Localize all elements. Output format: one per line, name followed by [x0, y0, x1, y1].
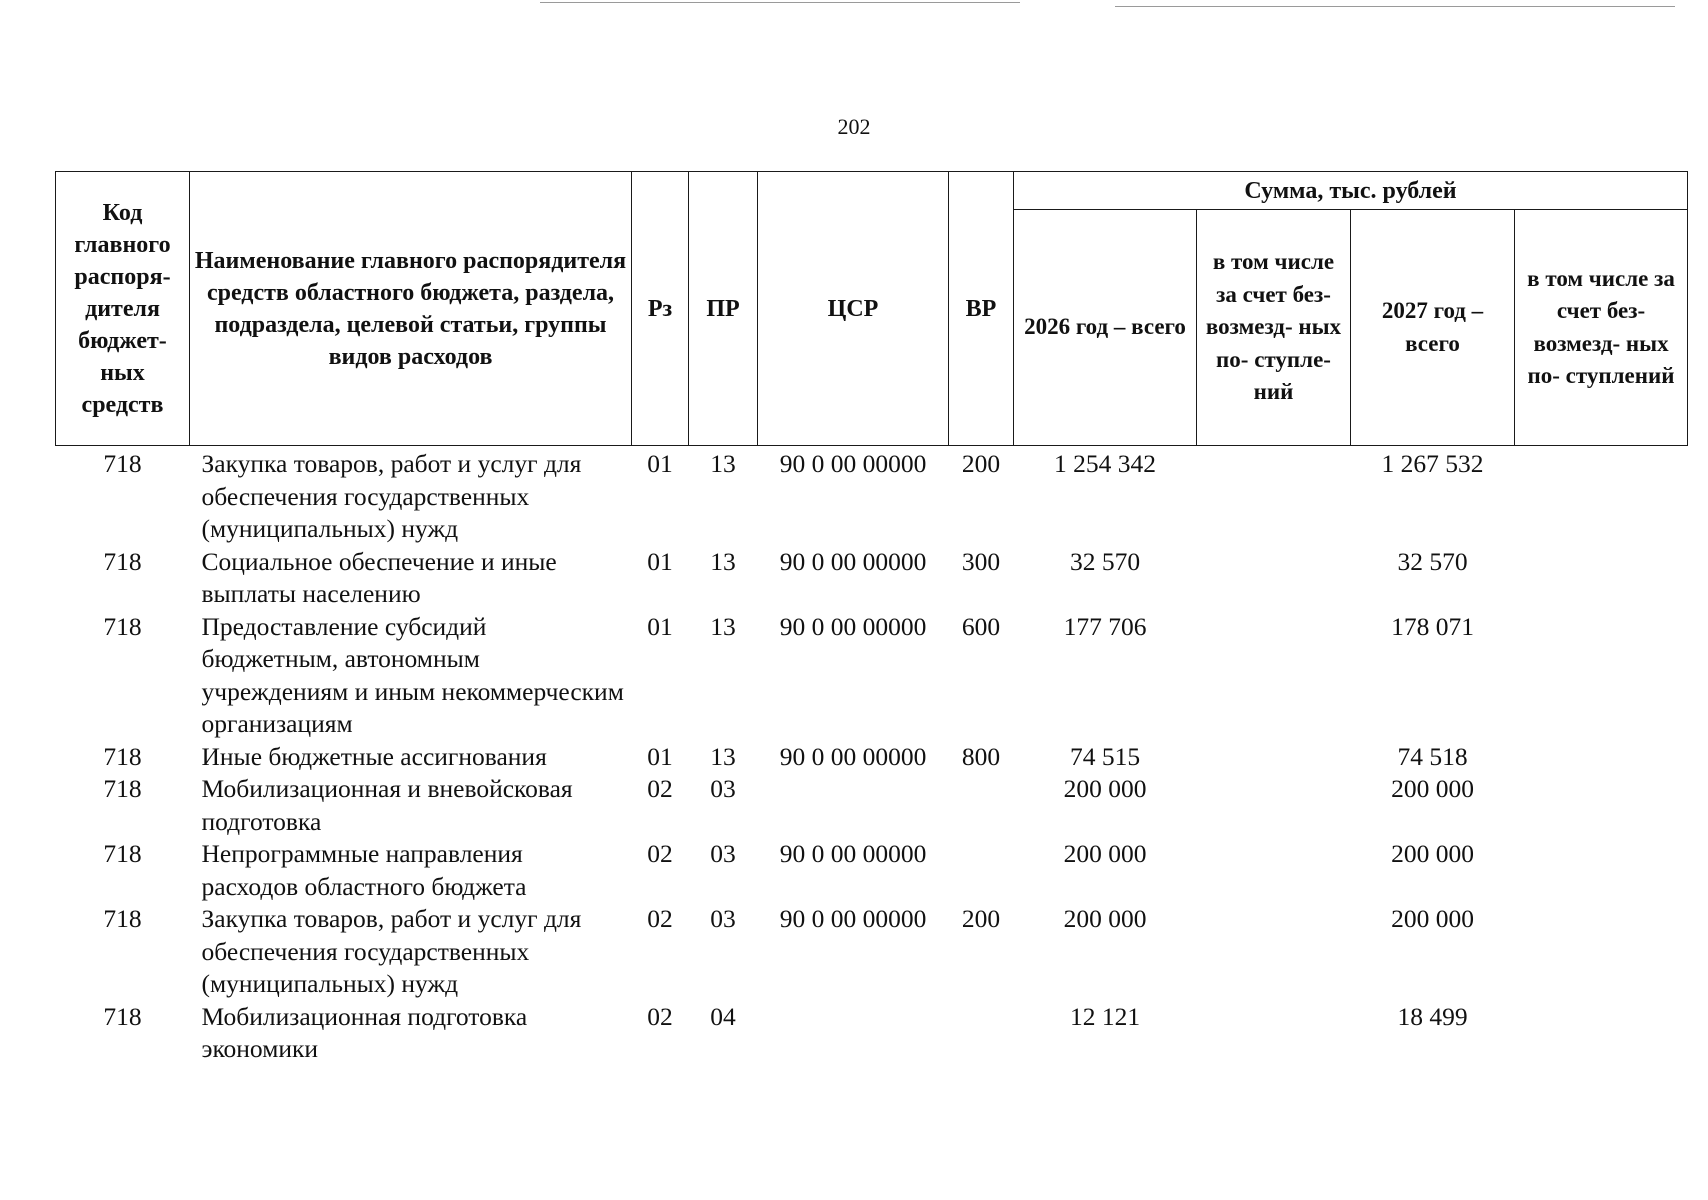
cell-csr: 90 0 00 00000 [779, 904, 927, 933]
cell-pr: 03 [710, 774, 736, 803]
cell-code: 718 [103, 611, 142, 641]
cell-2027-total: 18 499 [1397, 1001, 1468, 1031]
header-2027-total: 2027 год – всего [1351, 210, 1515, 446]
cell-2027-free [1515, 611, 1688, 741]
cell-pr: 04 [710, 1001, 736, 1031]
cell-2027-total: 32 570 [1397, 546, 1468, 576]
cell-code: 718 [103, 839, 142, 868]
cell-2027-free [1515, 546, 1688, 611]
cell-vr [949, 838, 1014, 903]
cell-2026-free [1197, 611, 1351, 741]
cell-rz: 01 [647, 741, 673, 771]
cell-name: Непрограммные направления расходов областного бюджета [201, 839, 527, 901]
cell-pr: 13 [710, 611, 736, 641]
cell-pr: 13 [710, 741, 736, 771]
header-2026-total: 2026 год – всего [1014, 210, 1197, 446]
cell-2026-free [1197, 838, 1351, 903]
cell-2027-free [1515, 773, 1688, 838]
cell-2027-free [1515, 838, 1688, 903]
cell-2027-free [1515, 1001, 1688, 1066]
cell-2026-total: 200 000 [1063, 774, 1147, 803]
cell-name: Закупка товаров, работ и услуг для обеспечения государственных (муниципальных) нужд [201, 449, 582, 543]
cell-2026-total: 177 706 [1063, 611, 1147, 641]
cell-code: 718 [103, 774, 142, 803]
cell-2027-total: 200 000 [1391, 839, 1474, 868]
cell-2026-total: 1 254 342 [1054, 449, 1156, 478]
cell-2027-total: 1 267 532 [1381, 449, 1484, 478]
cell-code: 718 [103, 904, 142, 933]
table-row [56, 446, 1688, 546]
cell-2027-total: 200 000 [1391, 774, 1474, 803]
cell-2027-total: 74 518 [1397, 741, 1468, 771]
cell-vr: 800 [961, 741, 1001, 771]
header-csr: ЦСР [758, 172, 949, 446]
cell-name: Предоставление субсидий бюджетным, автономным учреждениям и иным некоммерческим организациям [201, 611, 624, 738]
table-row [56, 903, 1688, 1001]
cell-name: Социальное обеспечение и иные выплаты населению [201, 546, 557, 608]
cell-rz: 01 [647, 611, 673, 641]
cell-2027-free [1515, 903, 1688, 1001]
budget-table [55, 171, 1688, 1066]
table-row [56, 1001, 1688, 1066]
table-row [56, 611, 1688, 741]
cell-rz: 01 [647, 546, 673, 576]
cell-2026-free [1197, 546, 1351, 611]
cell-2026-total: 200 000 [1063, 904, 1147, 933]
cell-2027-free [1515, 741, 1688, 774]
header-vr: ВР [949, 172, 1014, 446]
cell-csr: 90 0 00 00000 [779, 611, 927, 641]
cell-rz: 02 [647, 774, 673, 803]
cell-vr: 200 [961, 449, 1001, 478]
cell-name: Иные бюджетные ассигнования [201, 741, 547, 771]
cell-pr: 03 [710, 839, 736, 868]
cell-name: Мобилизационная подготовка экономики [201, 1001, 528, 1063]
cell-2027-total: 200 000 [1391, 904, 1474, 933]
cell-pr: 13 [710, 546, 736, 576]
cell-vr: 600 [961, 611, 1001, 641]
header-name: Наименование главного распорядителя средств областного бюджета, раздела, подраздела, целевой статьи, группы видов расходов [190, 172, 632, 446]
cell-2027-free [1515, 446, 1688, 546]
cell-csr [758, 773, 949, 838]
header-2027-free: в том числе за счет без- возмезд- ных по- ступлений [1515, 210, 1688, 446]
cell-code: 718 [103, 741, 142, 771]
cell-2026-free [1197, 446, 1351, 546]
cell-rz: 02 [647, 839, 673, 868]
cell-code: 718 [103, 546, 142, 576]
cell-csr: 90 0 00 00000 [779, 839, 927, 868]
cell-2026-total: 32 570 [1069, 546, 1141, 576]
cell-vr: 300 [961, 546, 1001, 576]
page-number: 202 [837, 114, 871, 139]
header-pr: ПР [689, 172, 758, 446]
cell-rz: 01 [647, 449, 673, 478]
cell-vr: 200 [961, 904, 1001, 933]
header-sum-group: Сумма, тыс. рублей [1014, 172, 1688, 210]
cell-rz: 02 [647, 904, 673, 933]
header-rz: Рз [632, 172, 689, 446]
cell-rz: 02 [647, 1001, 673, 1031]
cell-2026-free [1197, 741, 1351, 774]
cell-name: Мобилизационная и вневойсковая подготовка [201, 774, 573, 836]
cell-2026-total: 200 000 [1063, 839, 1147, 868]
cell-csr: 90 0 00 00000 [779, 546, 927, 576]
cell-2026-total: 74 515 [1069, 741, 1141, 771]
cell-2026-free [1197, 1001, 1351, 1066]
table-row [56, 773, 1688, 838]
cell-vr [949, 1001, 1014, 1066]
cell-name: Закупка товаров, работ и услуг для обеспечения государственных (муниципальных) нужд [201, 904, 582, 998]
scan-edge-line [540, 2, 1020, 3]
cell-pr: 03 [710, 904, 736, 933]
cell-2027-total: 178 071 [1391, 611, 1474, 641]
cell-2026-total: 12 121 [1069, 1001, 1141, 1031]
cell-code: 718 [103, 1001, 142, 1031]
cell-pr: 13 [710, 449, 736, 478]
cell-csr [758, 1001, 949, 1066]
cell-csr: 90 0 00 00000 [779, 741, 927, 771]
table-row [56, 838, 1688, 903]
header-2026-free: в том числе за счет без- возмезд- ных по- ступле- ний [1197, 210, 1351, 446]
table-row [56, 546, 1688, 611]
cell-code: 718 [103, 449, 142, 478]
cell-2026-free [1197, 773, 1351, 838]
header-code: Код главного распоря- дителя бюджет- ных средств [56, 172, 190, 446]
table-row [56, 741, 1688, 774]
cell-2026-free [1197, 903, 1351, 1001]
cell-vr [949, 773, 1014, 838]
cell-csr: 90 0 00 00000 [779, 449, 927, 478]
scan-edge-line [1115, 6, 1675, 7]
